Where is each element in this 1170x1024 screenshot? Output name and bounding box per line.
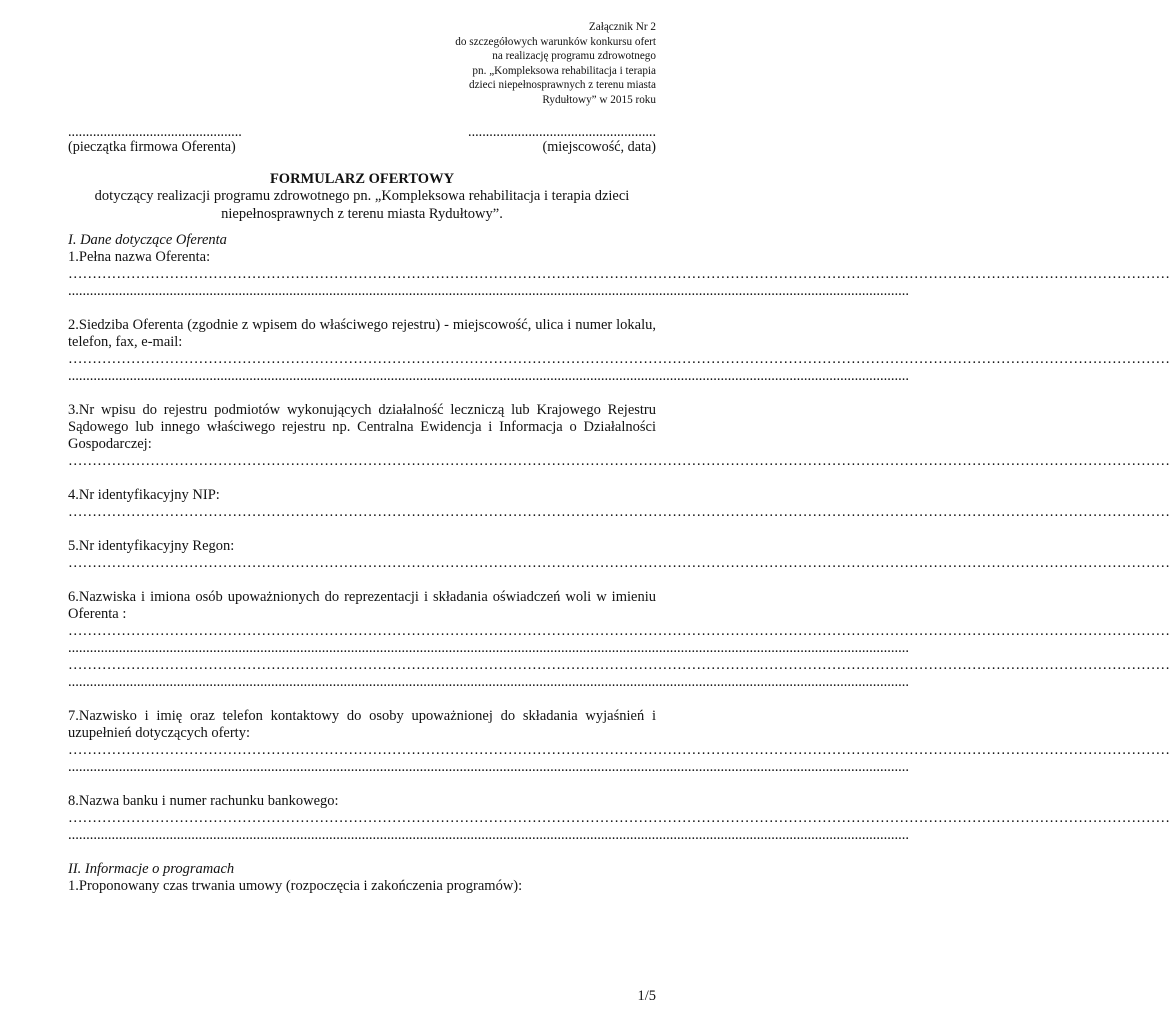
annex-line: Rydułtowy” w 2015 roku (542, 93, 656, 106)
question-1-label: 1.Pełna nazwa Oferenta: (68, 249, 211, 265)
fill-line[interactable]: ........................................................................................................................................................................................................................................ (68, 640, 909, 656)
document-page (68, 0, 1170, 1024)
fill-line[interactable]: ………………………………………………………………………………………………………………………………………………………………………………………………………… (68, 810, 1170, 826)
question-2-label: 2.Siedziba Oferenta (zgodnie z wpisem do właściwego rejestru) - miejscowość, ulica i numer lokalu, telefon, fax, e-mail: (68, 317, 656, 350)
place-date-label: (miejscowość, data) (542, 139, 656, 155)
fill-line[interactable]: ………………………………………………………………………………………………………………………………………………………………………………………………………… (68, 657, 1170, 673)
annex-line: do szczegółowych warunków konkursu ofert (455, 35, 656, 48)
fill-line[interactable]: ………………………………………………………………………………………………………………………………………………………………………………………………………… (68, 742, 1170, 758)
form-title: FORMULARZ OFERTOWY (269, 171, 455, 187)
question-8-label: 8.Nazwa banku i numer rachunku bankowego: (68, 793, 339, 809)
fill-line[interactable]: ………………………………………………………………………………………………………………………………………………………………………………………………………… (68, 504, 1170, 520)
fill-line[interactable]: ........................................................................................................................................................................................................................................ (68, 759, 909, 775)
annex-line: Załącznik Nr 2 (588, 21, 656, 33)
question-7-label: 7.Nazwisko i imię oraz telefon kontaktowy do osoby upoważnionej do składania wyjaśnień i uzupełnień dotyczących oferty: (68, 708, 656, 741)
annex-header (455, 20, 656, 108)
place-date-dots: ..................................................... (468, 124, 656, 140)
annex-line: na realizację programu zdrowotnego (492, 50, 656, 63)
fill-line[interactable]: ………………………………………………………………………………………………………………………………………………………………………………………………………… (68, 453, 1170, 469)
fill-line[interactable]: ........................................................................................................................................................................................................................................ (68, 283, 909, 299)
question-6-label: 6.Nazwiska i imiona osób upoważnionych do reprezentacji i składania oświadczeń woli w imieniu Oferenta : (68, 589, 656, 622)
page-number: 1/5 (637, 988, 656, 1004)
fill-line[interactable]: ........................................................................................................................................................................................................................................ (68, 368, 909, 384)
program-question-1-label: 1.Proponowany czas trwania umowy (rozpoczęcia i zakończenia programów): (68, 878, 523, 894)
form-body (68, 232, 1170, 895)
fill-line[interactable]: ………………………………………………………………………………………………………………………………………………………………………………………………………… (68, 351, 1170, 367)
form-subtitle-line: dotyczący realizacji programu zdrowotnego pn. „Kompleksowa rehabilitacja i terapia dzieci (94, 188, 630, 205)
form-title-block (68, 171, 656, 223)
stamp-dots: ................................................. (68, 124, 242, 140)
question-3-label: 3.Nr wpisu do rejestru podmiotów wykonujących działalność leczniczą lub Krajowego Rejestru Sądowego lub innego właściwego rejestru np. Centralna Ewidencja i Informacja o Działalności Gospodarczej: (68, 402, 656, 452)
annex-line: dzieci niepełnosprawnych z terenu miasta (468, 79, 656, 92)
fill-line[interactable]: ………………………………………………………………………………………………………………………………………………………………………………………………………… (68, 623, 1170, 639)
annex-line: pn. „Kompleksowa rehabilitacja i terapia (472, 64, 656, 77)
question-5-label: 5.Nr identyfikacyjny Regon: (68, 538, 235, 554)
fill-line[interactable]: ........................................................................................................................................................................................................................................ (68, 827, 909, 843)
fill-line[interactable]: ………………………………………………………………………………………………………………………………………………………………………………………………………… (68, 555, 1170, 571)
fill-line[interactable]: ………………………………………………………………………………………………………………………………………………………………………………………………………… (68, 266, 1170, 282)
section-heading-oferent: I. Dane dotyczące Oferenta (68, 232, 227, 248)
section-heading-programs: II. Informacje o programach (68, 861, 235, 877)
question-4-label: 4.Nr identyfikacyjny NIP: (68, 487, 220, 503)
fill-line[interactable]: ........................................................................................................................................................................................................................................ (68, 674, 909, 690)
form-subtitle-line: niepełnosprawnych z terenu miasta Rydułtowy”. (221, 205, 503, 222)
stamp-label: (pieczątka firmowa Oferenta) (68, 139, 236, 155)
